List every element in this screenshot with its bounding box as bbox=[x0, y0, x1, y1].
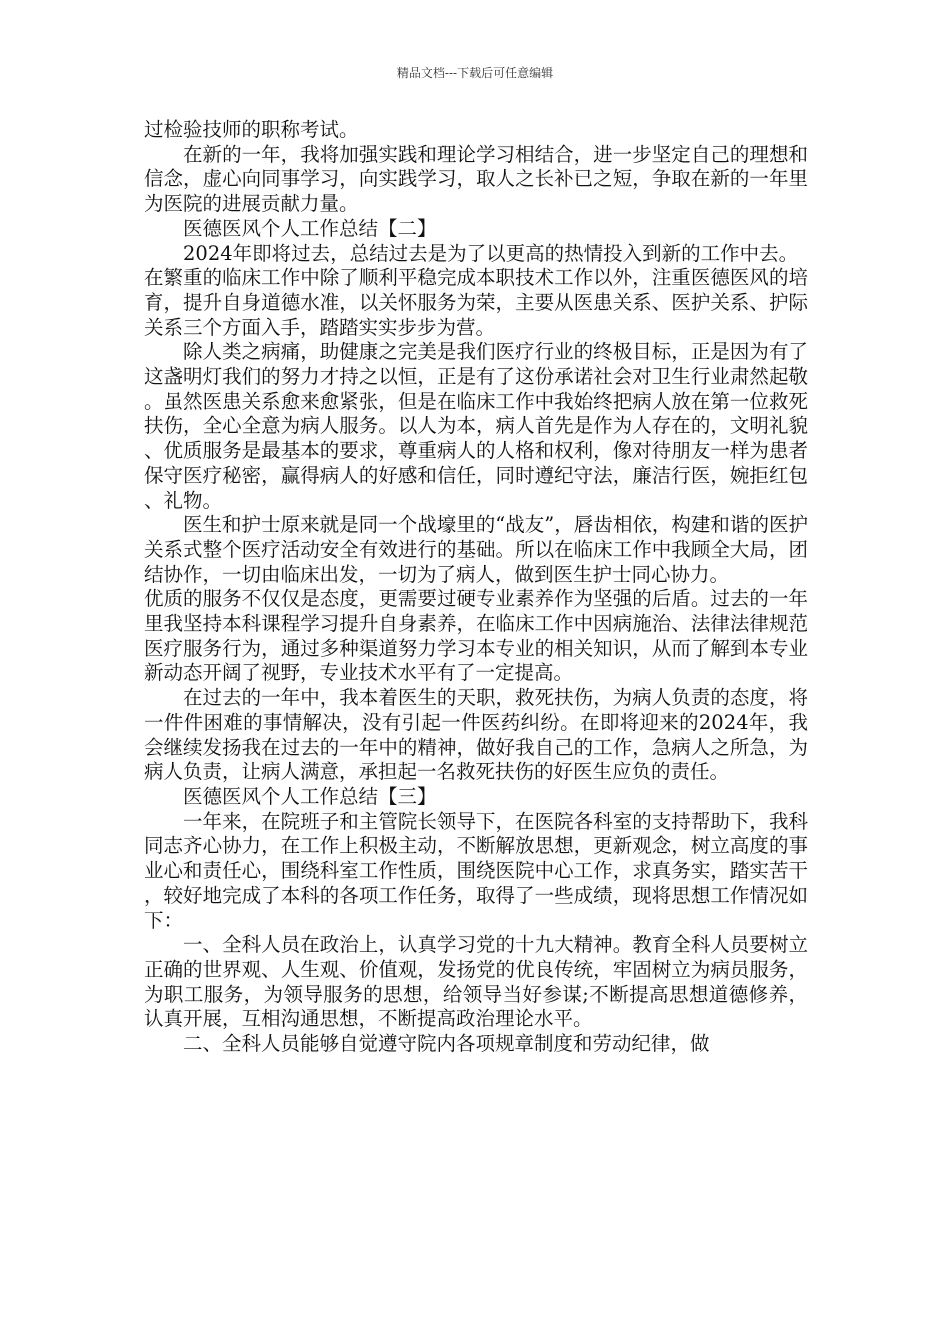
paragraph: 在繁重的临床工作中除了顺利平稳完成本职技术工作以外，注重医德医风的培育，提升自身道德水准，以关怀服务为荣，主要从医患关系、医护关系、护际关系三个方面入手，踏踏实实步步为营。 bbox=[144, 266, 808, 339]
document-body bbox=[144, 118, 808, 1057]
paragraph: 一、全科人员在政治上，认真学习党的十九大精神。教育全科人员要树立正确的世界观、人生观、价值观，发扬党的优良传统，牢固树立为病员服务，为职工服务，为领导服务的思想，给领导当好参谋;不断提高思想道德修养，认真开展，互相沟通思想，不断提高政治理论水平。 bbox=[144, 933, 808, 1031]
section-heading: 医德医风个人工作总结【三】 bbox=[183, 784, 437, 808]
paragraph: 医生和护士原来就是同一个战壕里的“战友”，唇齿相依，构建和谐的医护关系式整个医疗活动安全有效进行的基础。所以在临床工作中我顾全大局，团结协作，一切由临床出发，一切为了病人，做到医生护士同心协力。 bbox=[144, 513, 808, 586]
paragraph: 除人类之病痛，助健康之完美是我们医疗行业的终极目标，正是因为有了这盏明灯我们的努力才持之以恒，正是有了这份承诺社会对卫生行业肃然起敬。虽然医患关系愈来愈紧张，但是在临床工作中我始终把病人放在第一位救死扶伤，全心全意为病人服务。以人为本，病人首先是作为人存在的，文明礼貌、优质服务是最基本的要求，尊重病人的人格和权利，像对待朋友一样为患者保守医疗秘密，赢得病人的好感和信任，同时遵纪守法，廉洁行医，婉拒红包、礼物。 bbox=[144, 340, 808, 512]
section-heading: 医德医风个人工作总结【二】 bbox=[183, 216, 437, 240]
paragraph: 在新的一年，我将加强实践和理论学习相结合，进一步坚定自己的理想和信念，虚心向同事学习，向实践学习，取人之长补已之短，争取在新的一年里为医院的进展贡献力量。 bbox=[144, 142, 808, 216]
paragraph: 二、全科人员能够自觉遵守院内各项规章制度和劳动纪律，做 bbox=[183, 1032, 710, 1056]
paragraph: 过检验技师的职称考试。 bbox=[144, 118, 359, 141]
page-header: 精品文档---下载后可任意编辑 bbox=[396, 66, 554, 80]
paragraph: 优质的服务不仅仅是态度，更需要过硬专业素养作为坚强的后盾。过去的一年里我坚持本科课程学习提升自身素养，在临床工作中因病施治、法律法律规范医疗服务行为，通过多种渠道努力学习本专业的相关知识，从而了解到本专业新动态开阔了视野，专业技术水平有了一定提高。 bbox=[144, 587, 808, 685]
paragraph: 在过去的一年中，我本着医生的天职，救死扶伤，为病人负责的态度，将一件件困难的事情解决，没有引起一件医药纠纷。在即将迎来的2024年，我会继续发扬我在过去的一年中的精神，做好我自己的工作，急病人之所急，为病人负责，让病人满意，承担起一名救死扶伤的好医生应负的责任。 bbox=[144, 686, 808, 784]
paragraph: 一年来，在院班子和主管院长领导下，在医院各科室的支持帮助下，我科同志齐心协力，在工作上积极主动，不断解放思想，更新观念，树立高度的事业心和责任心，围绕科室工作性质，围绕医院中心工作，求真务实，踏实苦干，较好地完成了本科的各项工作任务，取得了一些成绩，现将思想工作情况如下： bbox=[144, 809, 808, 932]
paragraph: 2024年即将过去，总结过去是为了以更高的热情投入到新的工作中去。 bbox=[183, 241, 799, 265]
